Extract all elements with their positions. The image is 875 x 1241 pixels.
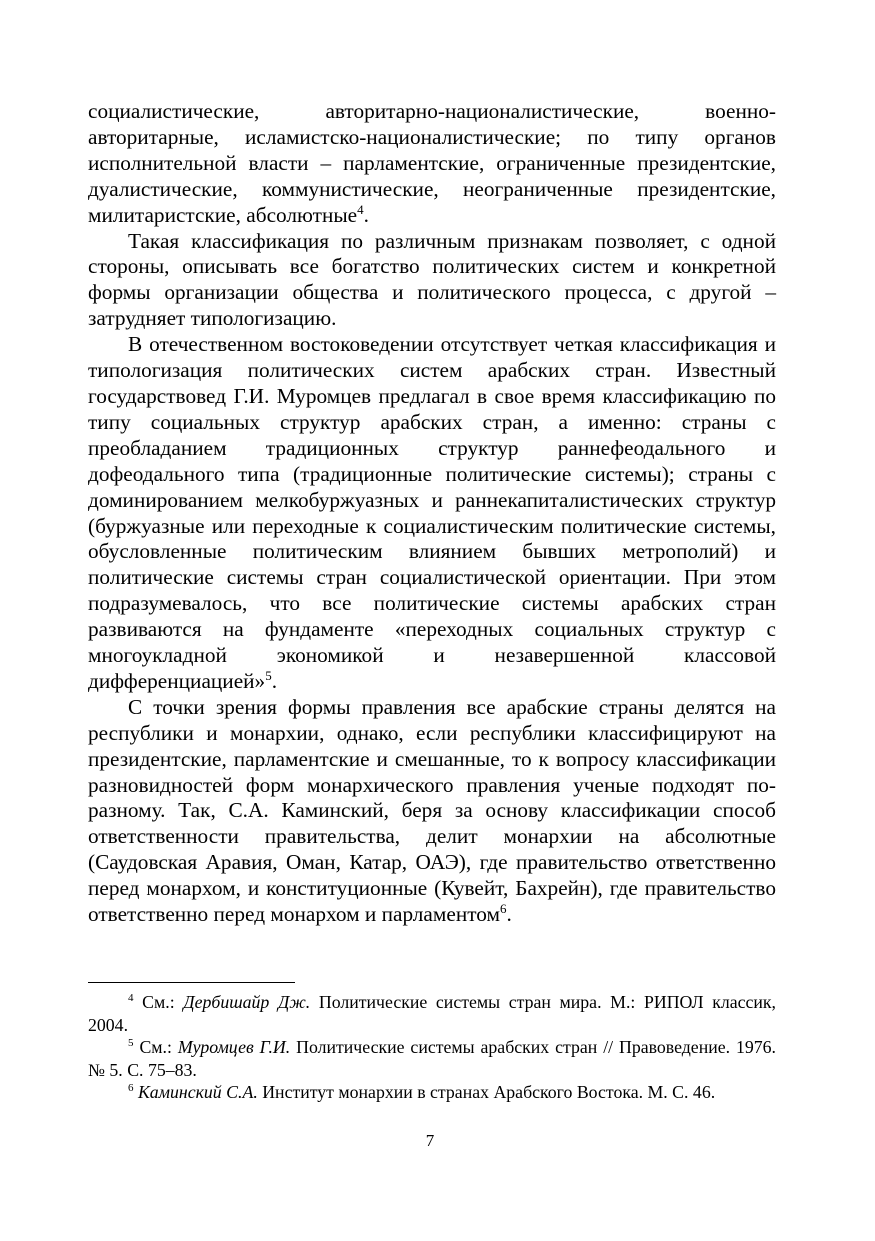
- footnote-author: Дербишайр Дж.: [183, 992, 311, 1012]
- footnote: $^5$ См.: Муромцев Г.И. Политические системы арабских стран // Правоведение. 1976. № 5. С. 75–83.: [88, 1037, 776, 1080]
- body-text: [88, 99, 776, 928]
- footnote-author: Муромцев Г.И.: [177, 1037, 291, 1057]
- paragraph: С точки зрения формы правления все арабские страны делятся на республики и монархии, однако, если республики классифицируют на президентские, парламентские и смешанные, то к вопросу классификации разновидностей форм монархического правления ученые подходят по-разному. Так, С.А. Каминский, беря за основу классификации способ ответственности правительства, делит монархии на абсолютные (Саудовская Аравия, Оман, Катар, ОАЭ), где правительство ответственно перед монархом, и конституционные (Кувейт, Бахрейн), где правительство ответственно перед монархом и парламентом$^6$.: [88, 694, 776, 927]
- paragraph: В отечественном востоковедении отсутствует четкая классификация и типологизация политических систем арабских стран. Известный государствовед Г.И. Муромцев предлагал в свое время классификацию по типу социальных структур арабских стран, а именно: страны с преобладанием традиционных структур раннефеодального и дофеодального типа (традиционные политические системы); страны с доминированием мелкобуржуазных и раннекапиталистических структур (буржуазные или переходные к социалистическим политические системы, обусловленные политическим влиянием бывших метрополий) и политические системы стран социалистической ориентации. При этом подразумевалось, что все политические системы арабских стран развиваются на фундаменте «переходных социальных структур с многоукладной экономикой и незавершенной классовой дифференциацией»$^5$.: [88, 332, 776, 693]
- page-number: 7: [425, 1131, 435, 1150]
- paragraph: Такая классификация по различным признакам позволяет, с одной стороны, описывать все богатство политических систем и конкретной формы организации общества и политического процесса, с другой – затрудняет типологизацию.: [88, 228, 776, 331]
- footnote-number: 4: [128, 992, 134, 1005]
- footnote-ref[interactable]: 6: [499, 901, 507, 916]
- footnote-ref[interactable]: 4: [357, 201, 364, 217]
- footnotes: [88, 991, 776, 1104]
- footnote: $^4$ См.: Дербишайр Дж. Политические системы стран мира. М.: РИПОЛ классик, 2004.: [88, 992, 776, 1035]
- footnote-author: Каминский С.А.: [137, 1082, 258, 1102]
- footnote-number: 5: [128, 1037, 134, 1050]
- footnote-ref[interactable]: 5: [265, 667, 272, 683]
- footnote-number: 6: [128, 1082, 134, 1095]
- footnote-divider: [88, 982, 295, 983]
- paragraph: социалистические, авторитарно-националистические, военно-авторитарные, исламистско-националистические; по типу органов исполнительной власти – парламентские, ограниченные президентские, дуалистические, коммунистические, неограниченные президентские, милитаристские, абсолютные$^4$.: [88, 99, 776, 227]
- footnote: $^6$ Каминский С.А. Институт монархии в странах Арабского Востока. М. С. 46.: [128, 1082, 716, 1102]
